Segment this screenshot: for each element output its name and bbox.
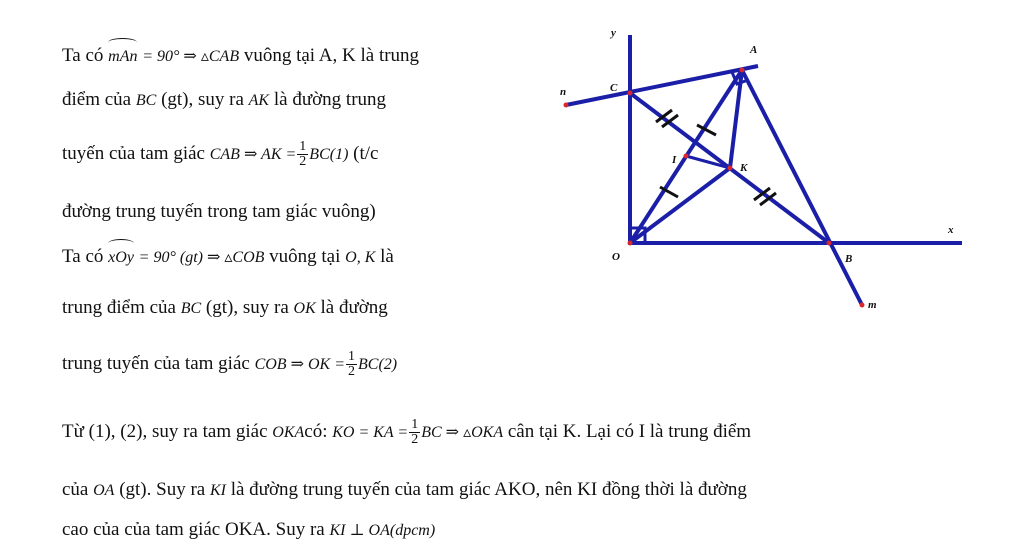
math-expression: BC bbox=[135, 92, 157, 109]
label-K: K bbox=[740, 162, 748, 174]
text: cân tại K. Lại có I là trung điểm bbox=[507, 420, 752, 442]
angle-xOy: xOy bbox=[108, 246, 134, 270]
text-line-4 bbox=[62, 200, 376, 224]
text-line-3 bbox=[62, 140, 378, 169]
label-O: O bbox=[612, 251, 620, 263]
text: Từ (1), (2), suy ra tam giác bbox=[62, 420, 268, 442]
label-n: n bbox=[560, 86, 567, 98]
math-expression: COB ⇒ OK = bbox=[254, 355, 346, 373]
math-expression: = 90° (gt) ⇒ ▵COB bbox=[138, 249, 265, 266]
text-line-2 bbox=[62, 88, 386, 113]
math-expression: OKA bbox=[272, 423, 305, 441]
label-x: x bbox=[948, 224, 954, 236]
fraction-denominator: 2 bbox=[411, 432, 419, 447]
fraction-numerator: 1 bbox=[411, 417, 419, 432]
text: (gt). Suy ra bbox=[119, 479, 206, 500]
line-Am bbox=[742, 70, 862, 305]
text: (t/c bbox=[353, 142, 379, 164]
point-B bbox=[827, 241, 832, 246]
point-n bbox=[564, 103, 569, 108]
math-expression: OK bbox=[293, 300, 316, 317]
angle-mAn: mAn bbox=[108, 45, 137, 69]
text: tuyến của tam giác bbox=[62, 142, 205, 164]
point-O bbox=[628, 241, 633, 246]
text: (gt), suy ra bbox=[205, 297, 289, 318]
label-A: A bbox=[750, 44, 758, 56]
text: của bbox=[62, 479, 89, 500]
label-m: m bbox=[868, 299, 877, 311]
line-nA bbox=[566, 66, 758, 105]
text: (gt), suy ra bbox=[161, 89, 244, 110]
text: có: bbox=[304, 420, 328, 442]
math-expression: CAB ⇒ AK = bbox=[209, 145, 297, 163]
fraction bbox=[409, 418, 420, 447]
text: là đường trung tuyến của tam giác AKO, nên KI đồng thời là đường bbox=[230, 479, 747, 500]
text-line-8 bbox=[62, 418, 751, 447]
math-expression: BC(1) bbox=[309, 145, 349, 163]
fraction bbox=[297, 140, 308, 169]
text: đường trung tuyến trong tam giác vuông) bbox=[62, 201, 376, 222]
fraction-denominator: 2 bbox=[348, 364, 356, 379]
text-line-6 bbox=[62, 296, 388, 321]
text-line-10 bbox=[62, 518, 435, 543]
fraction bbox=[346, 350, 357, 379]
point-A bbox=[740, 68, 745, 73]
fraction-numerator: 1 bbox=[348, 349, 356, 364]
text: trung điểm của bbox=[62, 297, 176, 318]
text-line-7 bbox=[62, 350, 397, 379]
math-expression: OA bbox=[93, 482, 115, 499]
text: vuông tại A, K là trung bbox=[243, 45, 420, 66]
math-expression: BC bbox=[180, 300, 202, 317]
math-expression: KO = KA = bbox=[332, 423, 409, 441]
text-line-5 bbox=[62, 245, 394, 270]
text: Ta có bbox=[62, 45, 104, 66]
label-I: I bbox=[672, 154, 677, 166]
point-K bbox=[728, 166, 733, 171]
text: điểm của bbox=[62, 89, 132, 110]
label-C: C bbox=[610, 82, 618, 94]
math-expression: O, K bbox=[345, 249, 376, 266]
point-m bbox=[860, 303, 865, 308]
geometry-figure bbox=[540, 0, 980, 330]
text-line-9 bbox=[62, 478, 747, 503]
label-y: y bbox=[611, 27, 616, 39]
text: là đường bbox=[320, 297, 388, 318]
math-expression: = 90° ⇒ ▵CAB bbox=[142, 48, 240, 65]
text: trung tuyến của tam giác bbox=[62, 352, 250, 374]
text: Ta có bbox=[62, 246, 104, 267]
text-line-1 bbox=[62, 44, 419, 69]
text: vuông tại bbox=[269, 246, 341, 267]
math-expression: KI ⊥ OA(dpcm) bbox=[329, 522, 436, 539]
point-C bbox=[628, 91, 633, 96]
math-expression: BC(2) bbox=[358, 355, 398, 373]
math-expression: AK bbox=[248, 92, 270, 109]
text: cao của của tam giác OKA. Suy ra bbox=[62, 519, 325, 540]
fraction-numerator: 1 bbox=[299, 139, 307, 154]
text: là đường trung bbox=[273, 89, 387, 110]
fraction-denominator: 2 bbox=[299, 154, 307, 169]
math-expression: BC ⇒ ▵OKA bbox=[421, 423, 504, 441]
text: là bbox=[380, 246, 394, 267]
label-B: B bbox=[845, 253, 853, 265]
math-expression: KI bbox=[209, 482, 226, 499]
point-I bbox=[684, 154, 689, 159]
